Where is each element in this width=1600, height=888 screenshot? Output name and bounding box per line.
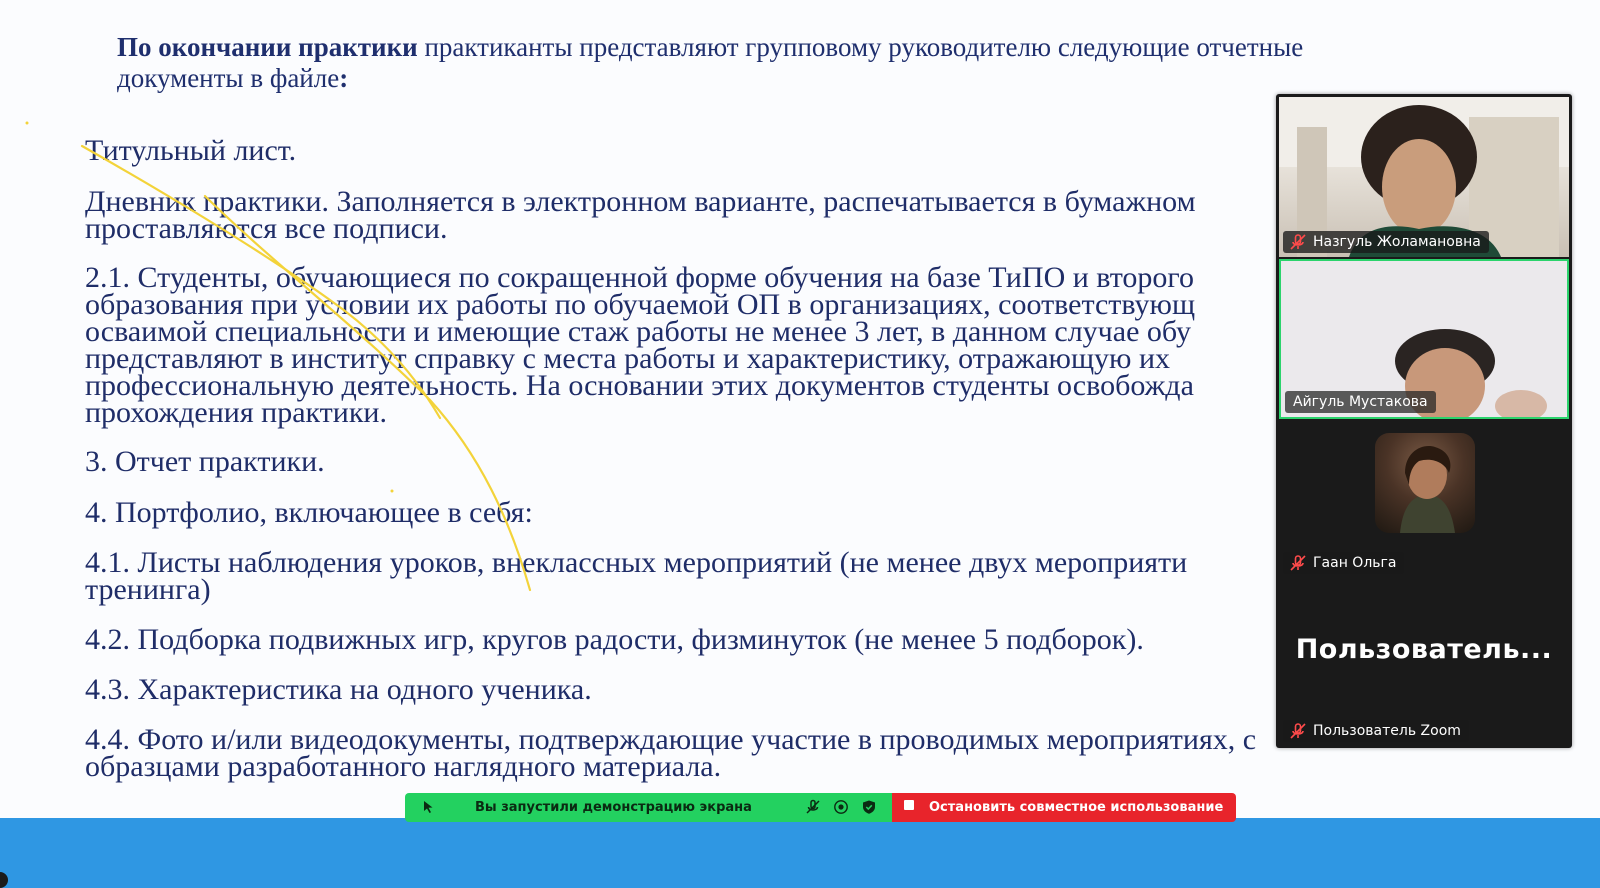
line-3: 3. Отчет практики. [85, 445, 325, 478]
mic-muted-icon [1289, 722, 1307, 740]
heading-colon: : [339, 63, 349, 93]
screen-share-bar[interactable] [405, 793, 1236, 822]
line-2-1-e: профессиональную деятельность. На основании этих документов студенты освобожда [85, 369, 1194, 402]
participants-panel [1276, 94, 1572, 748]
video-tile-2-active-speaker[interactable] [1279, 259, 1569, 419]
video-tile-3[interactable] [1279, 423, 1569, 578]
participant-name: Гаан Ольга [1313, 555, 1397, 571]
line-title-page: Титульный лист. [85, 134, 297, 167]
stop-icon [904, 800, 914, 810]
line-2-1-b: образования при условии их работы по обучаемой ОП в организациях, соответствующ [85, 288, 1196, 321]
stop-share-label: Остановить совместное использование [929, 800, 1224, 815]
line-4-1-a: 4.1. Листы наблюдения уроков, внеклассных мероприятий (не менее двух мероприяти [85, 546, 1188, 579]
participant-name: Назгуль Жоламановна [1313, 234, 1481, 250]
line-2-1-a: 2.1. Студенты, обучающиеся по сокращенной форме обучения на базе ТиПО и второго [85, 261, 1194, 294]
taskbar [0, 818, 1600, 888]
participant-label [1283, 552, 1404, 574]
line-diary-1: Дневник практики. Заполняется в электронном варианте, распечатывается в бумажном [85, 185, 1196, 218]
heading-bold: По окончании практики [117, 32, 418, 62]
heading-line2: документы в файле [117, 63, 340, 93]
mic-muted-icon[interactable] [805, 799, 821, 815]
mic-muted-icon [1289, 554, 1307, 572]
participant-label [1283, 720, 1469, 742]
share-status-text: Вы запустили демонстрацию экрана [475, 800, 752, 815]
share-status[interactable] [405, 793, 892, 822]
pointer-icon[interactable] [421, 799, 437, 815]
participant-display-name: Пользователь... [1295, 634, 1553, 665]
line-2-1-f: прохождения практики. [85, 396, 387, 429]
avatar [1375, 433, 1475, 533]
line-2-1-d: представляют в институт справку с места работы и характеристику, отражающую их [85, 342, 1171, 375]
line-2-1-c: осваимой специальности и имеющие стаж работы не менее 3 лет, в данном случае обу [85, 315, 1192, 348]
line-4-4-a: 4.4. Фото и/или видеодокументы, подтверждающие участие в проводимых мероприятиях, с [85, 723, 1257, 756]
line-4: 4. Портфолио, включающее в себя: [85, 496, 533, 529]
heading-rest: практиканты представляют групповому руководителю следующие отчетные [417, 32, 1304, 62]
shield-icon[interactable] [861, 799, 877, 815]
line-diary-2: проставляются все подписи. [85, 212, 448, 245]
line-4-1-b: тренинга) [85, 573, 211, 606]
participant-name: Пользователь Zoom [1313, 723, 1461, 739]
participant-label [1283, 231, 1489, 253]
participant-label [1285, 391, 1436, 413]
line-4-2: 4.2. Подборка подвижных игр, кругов радости, физминуток (не менее 5 подборок). [85, 623, 1144, 656]
video-tile-1[interactable] [1279, 97, 1569, 257]
video-tile-4[interactable] [1279, 582, 1569, 746]
participant-name: Айгуль Мустакова [1293, 394, 1428, 410]
stop-share-button[interactable] [892, 793, 1236, 822]
mic-muted-icon [1289, 233, 1307, 251]
line-4-3: 4.3. Характеристика на одного ученика. [85, 673, 592, 706]
record-icon[interactable] [833, 799, 849, 815]
slide-heading [117, 32, 1417, 94]
line-4-4-b: образцами разработанного наглядного материала. [85, 750, 722, 783]
